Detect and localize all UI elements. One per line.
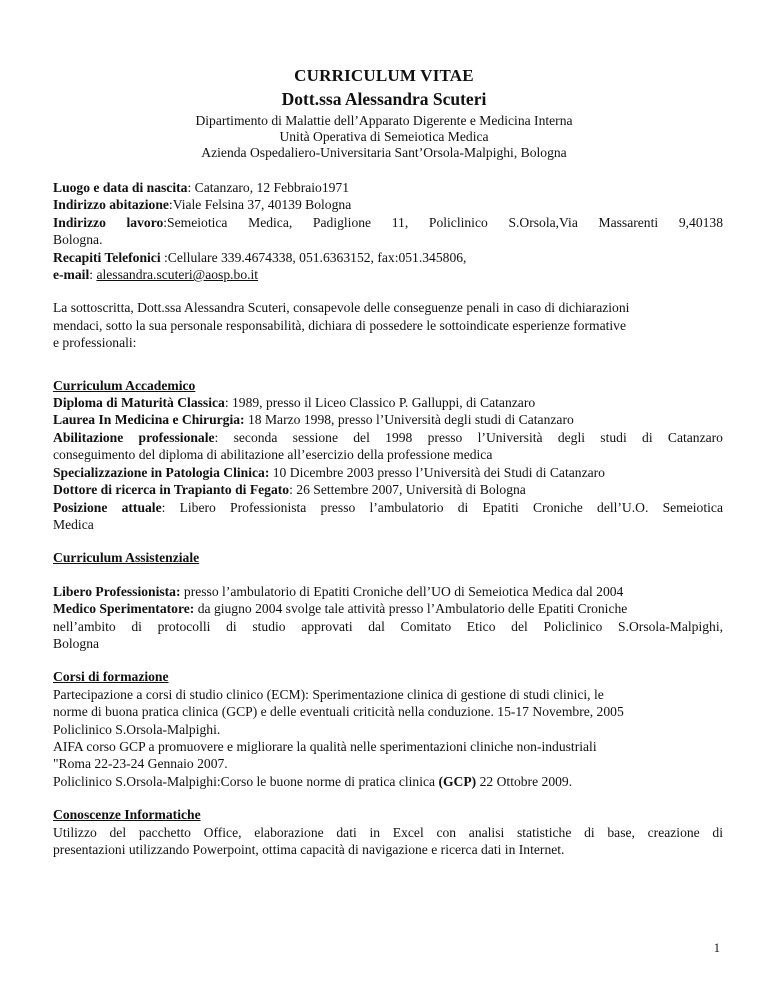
home-address-value: :Viale Felsina 37, 40139 Bologna <box>168 197 352 213</box>
corsi-line: Policlinico S.Orsola-Malpighi. <box>53 721 221 737</box>
posizione-line <box>53 499 723 516</box>
abilitazione-line <box>53 429 723 446</box>
laurea-line <box>53 411 723 428</box>
corsi-line: AIFA corso GCP a promuovere e migliorare la qualità nelle sperimentazioni cliniche non-industriali <box>53 738 597 754</box>
phone-line <box>53 249 723 266</box>
informatiche-line: Utilizzo del pacchetto Office, elaborazione dati in Excel con analisi statistiche di base, creazione di <box>53 824 723 840</box>
dottorato-label: Dottore di ricerca in Trapianto di Fegato <box>53 482 290 498</box>
birth-label: Luogo e data di nascita <box>53 180 188 195</box>
home-address-line <box>53 196 723 213</box>
libero-value: presso l’ambulatorio di Epatiti Croniche dell’UO di Semeiotica Medica dal 2004 <box>180 583 624 599</box>
section-heading: Corsi di formazione <box>53 669 169 685</box>
medico-line-3: Bologna <box>53 635 100 651</box>
email-link[interactable]: alessandra.scuteri@aosp.bo.it <box>96 267 259 283</box>
work-address-line <box>53 214 723 231</box>
affiliation-department: Dipartimento di Malattie dell’Apparato Digerente e Medicina Interna <box>195 113 573 128</box>
informatiche-line: presentazioni utilizzando Powerpoint, ottima capacità di navigazione e ricerca dati in Internet. <box>53 842 565 857</box>
work-address-line-2: Bologna. <box>53 232 103 248</box>
maturita-label: Diploma di Maturità Classica <box>53 395 225 411</box>
maturita-line <box>53 394 723 411</box>
personal-info <box>53 179 723 283</box>
cv-name: Dott.ssa Alessandra Scuteri <box>281 89 487 109</box>
laurea-label: Laurea In Medicina e Chirurgia: <box>53 412 245 428</box>
birth-value: : Catanzaro, 12 Febbraio1971 <box>187 180 350 195</box>
dottorato-value: : 26 Settembre 2007, Università di Bologna <box>289 482 526 498</box>
section-accademico <box>53 377 723 534</box>
section-heading: Conoscenze Informatiche <box>53 807 201 823</box>
specializzazione-line <box>53 464 723 481</box>
specializzazione-value: 10 Dicembre 2003 presso l’Università dei Studi di Catanzaro <box>269 464 605 480</box>
cv-title: CURRICULUM VITAE <box>294 66 474 85</box>
abilitazione-label: Abilitazione professionale <box>53 429 215 445</box>
corsi-line: Partecipazione a corsi di studio clinico (ECM): Sperimentazione clinica di gestione di studi clinici, le <box>53 686 604 702</box>
page-number: 1 <box>713 941 720 955</box>
posizione-label: Posizione attuale <box>53 499 162 515</box>
declaration-line: La sottoscritta, Dott.ssa Alessandra Scuteri, consapevole delle conseguenze penali in caso di dichiarazioni <box>53 300 630 316</box>
phone-label: Recapiti Telefonici <box>53 249 161 265</box>
medico-value: da giugno 2004 svolge tale attività presso l’Ambulatorio delle Epatiti Croniche <box>194 601 628 617</box>
section-heading: Curriculum Assistenziale <box>53 550 200 566</box>
affiliation-unit: Unità Operativa di Semeiotica Medica <box>279 129 489 144</box>
posizione-value: : Libero Professionista presso l’ambulatorio di Epatiti Croniche dell’U.O. Semeiotica <box>161 499 723 515</box>
birth-line <box>53 179 723 196</box>
section-heading: Curriculum Accademico <box>53 377 196 393</box>
maturita-value: : 1989, presso il Liceo Classico P. Galluppi, di Catanzaro <box>224 395 536 411</box>
affiliation-block <box>0 113 768 161</box>
declaration-line: e professionali: <box>53 335 137 351</box>
corsi-gcp: (GCP) <box>438 773 477 789</box>
specializzazione-label: Specializzazione in Patologia Clinica: <box>53 464 270 480</box>
corsi-line: "Roma 22-23-24 Gennaio 2007. <box>53 756 228 772</box>
corsi-text: Policlinico S.Orsola-Malpighi:Corso le buone norme di pratica clinica <box>53 773 439 789</box>
declaration-line: mendaci, sotto la sua personale responsabilità, dichiara di possedere le sottoindicate esperienze formative <box>53 317 626 333</box>
email-line <box>53 266 723 283</box>
email-separator: : <box>89 267 97 283</box>
corsi-date: 22 Ottobre 2009. <box>476 773 573 789</box>
section-assistenziale <box>53 549 723 652</box>
corsi-line: norme di buona pratica clinica (GCP) e delle eventuali criticità nella conduzione. 15-17 Novembre, 2005 <box>53 704 624 720</box>
posizione-line-2: Medica <box>53 516 94 532</box>
medico-line <box>53 600 723 617</box>
email-label: e-mail <box>53 267 90 283</box>
dottorato-line <box>53 481 723 498</box>
abilitazione-value: : seconda sessione del 1998 presso l’Università degli studi di Catanzaro <box>214 429 723 445</box>
work-address-value: :Semeiotica Medica, Padiglione 11, Policlinico S.Orsola,Via Massarenti 9,40138 <box>163 214 724 230</box>
section-corsi <box>53 668 723 790</box>
phone-value: :Cellulare 339.4674338, 051.6363152, fax:051.345806, <box>160 249 467 265</box>
corsi-line <box>53 773 723 790</box>
cv-header <box>0 66 768 161</box>
affiliation-hospital: Azienda Ospedaliero-Universitaria Sant’Orsola-Malpighi, Bologna <box>201 145 567 160</box>
libero-label: Libero Professionista: <box>53 583 181 599</box>
work-address-label: Indirizzo lavoro <box>53 214 164 230</box>
medico-label: Medico Sperimentatore: <box>53 601 195 617</box>
libero-line <box>53 583 723 600</box>
laurea-value: 18 Marzo 1998, presso l’Università degli studi di Catanzaro <box>244 412 574 428</box>
home-address-label: Indirizzo abitazione <box>53 197 169 213</box>
declaration-paragraph <box>53 299 723 351</box>
section-informatiche <box>53 806 723 858</box>
abilitazione-line-2: conseguimento del diploma di abilitazione all’esercizio della professione medica <box>53 447 493 463</box>
medico-line-2: nell’ambito di protocolli di studio approvati dal Comitato Etico del Policlinico S.Orsola-Malpighi, <box>53 618 723 634</box>
cv-content <box>53 179 723 858</box>
